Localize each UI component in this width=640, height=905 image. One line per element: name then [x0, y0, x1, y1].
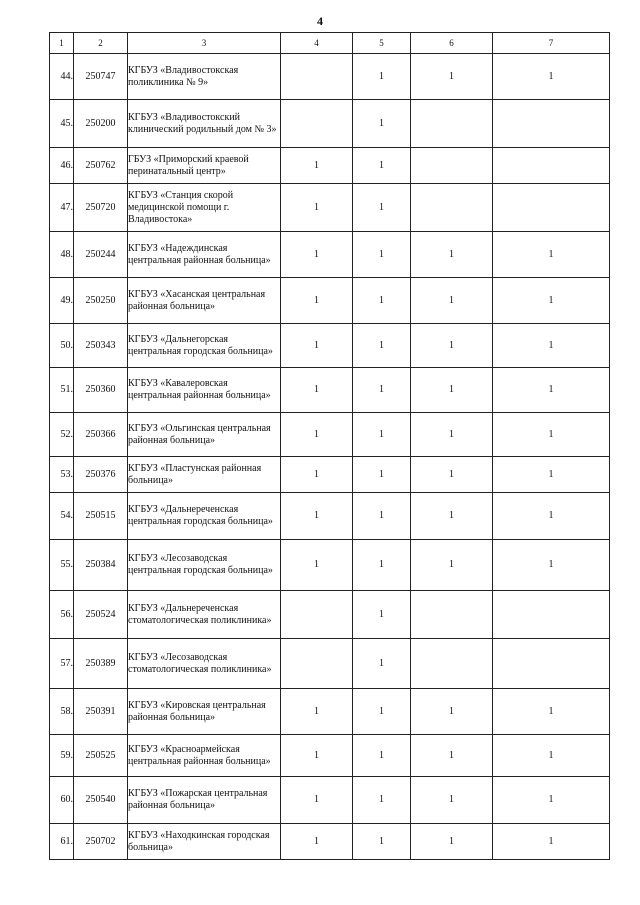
col4-cell: 1 — [281, 324, 353, 368]
row-number-cell: 44. — [50, 54, 74, 100]
facility-name-cell: КГБУЗ «Пожарская центральная районная больница» — [128, 777, 281, 824]
col5-cell: 1 — [353, 493, 411, 540]
row-number-cell: 56. — [50, 591, 74, 639]
table-row — [50, 278, 610, 324]
table-row — [50, 232, 610, 278]
facility-name-cell: КГБУЗ «Красноармейская центральная районная больница» — [128, 735, 281, 777]
col4-cell: 1 — [281, 493, 353, 540]
col6-cell: 1 — [411, 413, 493, 457]
code-cell: 250762 — [74, 148, 128, 184]
facilities-table — [49, 32, 610, 860]
row-number-cell: 61. — [50, 824, 74, 860]
col4-cell: 1 — [281, 278, 353, 324]
code-cell: 250525 — [74, 735, 128, 777]
col5-cell: 1 — [353, 824, 411, 860]
col5-cell: 1 — [353, 689, 411, 735]
col6-cell — [411, 148, 493, 184]
facility-name-cell: КГБУЗ «Пластунская районная больница» — [128, 457, 281, 493]
col4-cell: 1 — [281, 689, 353, 735]
page-number: 4 — [317, 14, 323, 28]
row-number-cell: 45. — [50, 100, 74, 148]
facility-name-cell: КГБУЗ «Станция скорой медицинской помощи г. Владивостока» — [128, 184, 281, 232]
code-cell: 250376 — [74, 457, 128, 493]
facility-name-cell: КГБУЗ «Надеждинская центральная районная больница» — [128, 232, 281, 278]
col4-cell: 1 — [281, 148, 353, 184]
col7-cell: 1 — [493, 735, 610, 777]
table-row — [50, 540, 610, 591]
facility-name-cell: КГБУЗ «Дальнереченская стоматологическая поликлиника» — [128, 591, 281, 639]
col6-cell: 1 — [411, 54, 493, 100]
row-number-cell: 46. — [50, 148, 74, 184]
col6-cell: 1 — [411, 324, 493, 368]
col5-cell: 1 — [353, 278, 411, 324]
code-cell: 250391 — [74, 689, 128, 735]
col4-cell — [281, 591, 353, 639]
col5-cell: 1 — [353, 591, 411, 639]
table-row — [50, 368, 610, 413]
facility-name-cell: КГБУЗ «Кавалеровская центральная районная больница» — [128, 368, 281, 413]
col7-cell: 1 — [493, 689, 610, 735]
col4-cell — [281, 100, 353, 148]
facility-name-cell: КГБУЗ «Дальнегорская центральная городская больница» — [128, 324, 281, 368]
header-cell: 5 — [353, 33, 411, 54]
table-row — [50, 184, 610, 232]
col5-cell: 1 — [353, 324, 411, 368]
table-row — [50, 824, 610, 860]
code-cell: 250250 — [74, 278, 128, 324]
col6-cell: 1 — [411, 493, 493, 540]
col4-cell: 1 — [281, 735, 353, 777]
code-cell: 250343 — [74, 324, 128, 368]
col4-cell: 1 — [281, 777, 353, 824]
col6-cell — [411, 184, 493, 232]
col4-cell: 1 — [281, 824, 353, 860]
table-row — [50, 100, 610, 148]
header-cell: 3 — [128, 33, 281, 54]
col7-cell: 1 — [493, 413, 610, 457]
col7-cell: 1 — [493, 278, 610, 324]
table-row — [50, 148, 610, 184]
table-row — [50, 54, 610, 100]
col7-cell — [493, 100, 610, 148]
header-cell: 2 — [74, 33, 128, 54]
col5-cell: 1 — [353, 232, 411, 278]
code-cell: 250720 — [74, 184, 128, 232]
code-cell: 250524 — [74, 591, 128, 639]
table-row — [50, 457, 610, 493]
row-number-cell: 52. — [50, 413, 74, 457]
col6-cell: 1 — [411, 735, 493, 777]
facility-name-cell: КГБУЗ «Лесозаводская стоматологическая поликлиника» — [128, 639, 281, 689]
table-row — [50, 689, 610, 735]
code-cell: 250384 — [74, 540, 128, 591]
col6-cell: 1 — [411, 540, 493, 591]
row-number-cell: 57. — [50, 639, 74, 689]
row-number-cell: 50. — [50, 324, 74, 368]
code-cell: 250747 — [74, 54, 128, 100]
col5-cell: 1 — [353, 368, 411, 413]
code-cell: 250540 — [74, 777, 128, 824]
col7-cell: 1 — [493, 777, 610, 824]
col6-cell: 1 — [411, 689, 493, 735]
row-number-cell: 55. — [50, 540, 74, 591]
col7-cell: 1 — [493, 493, 610, 540]
facility-name-cell: КГБУЗ «Хасанская центральная районная больница» — [128, 278, 281, 324]
col6-cell — [411, 639, 493, 689]
col6-cell: 1 — [411, 457, 493, 493]
row-number-cell: 47. — [50, 184, 74, 232]
header-row — [50, 33, 610, 54]
col5-cell: 1 — [353, 457, 411, 493]
col5-cell: 1 — [353, 735, 411, 777]
col6-cell: 1 — [411, 824, 493, 860]
header-cell: 4 — [281, 33, 353, 54]
col6-cell: 1 — [411, 278, 493, 324]
code-cell: 250389 — [74, 639, 128, 689]
header-cell: 7 — [493, 33, 610, 54]
col4-cell: 1 — [281, 413, 353, 457]
col7-cell — [493, 148, 610, 184]
code-cell: 250360 — [74, 368, 128, 413]
header-cell: 6 — [411, 33, 493, 54]
row-number-cell: 58. — [50, 689, 74, 735]
code-cell: 250366 — [74, 413, 128, 457]
facility-name-cell: КГБУЗ «Владивостокский клинический родильный дом № 3» — [128, 100, 281, 148]
code-cell: 250702 — [74, 824, 128, 860]
table-row — [50, 639, 610, 689]
col6-cell: 1 — [411, 368, 493, 413]
col5-cell: 1 — [353, 540, 411, 591]
col7-cell: 1 — [493, 540, 610, 591]
col7-cell: 1 — [493, 232, 610, 278]
col7-cell: 1 — [493, 457, 610, 493]
code-cell: 250200 — [74, 100, 128, 148]
table-row — [50, 324, 610, 368]
col4-cell: 1 — [281, 457, 353, 493]
col6-cell — [411, 100, 493, 148]
row-number-cell: 48. — [50, 232, 74, 278]
col4-cell: 1 — [281, 540, 353, 591]
header-cell: 1 — [50, 33, 74, 54]
col7-cell: 1 — [493, 324, 610, 368]
col4-cell: 1 — [281, 232, 353, 278]
facility-name-cell: КГБУЗ «Кировская центральная районная больница» — [128, 689, 281, 735]
table-row — [50, 413, 610, 457]
col6-cell: 1 — [411, 777, 493, 824]
col5-cell: 1 — [353, 639, 411, 689]
facility-name-cell: КГБУЗ «Дальнереченская центральная городская больница» — [128, 493, 281, 540]
col5-cell: 1 — [353, 413, 411, 457]
row-number-cell: 54. — [50, 493, 74, 540]
facility-name-cell: ГБУЗ «Приморский краевой перинатальный центр» — [128, 148, 281, 184]
col6-cell: 1 — [411, 232, 493, 278]
col7-cell: 1 — [493, 368, 610, 413]
col4-cell — [281, 639, 353, 689]
col4-cell: 1 — [281, 184, 353, 232]
col6-cell — [411, 591, 493, 639]
col5-cell: 1 — [353, 184, 411, 232]
col5-cell: 1 — [353, 148, 411, 184]
row-number-cell: 53. — [50, 457, 74, 493]
facility-name-cell: КГБУЗ «Лесозаводская центральная городская больница» — [128, 540, 281, 591]
table-row — [50, 493, 610, 540]
row-number-cell: 49. — [50, 278, 74, 324]
table-row — [50, 777, 610, 824]
row-number-cell: 51. — [50, 368, 74, 413]
row-number-cell: 60. — [50, 777, 74, 824]
col5-cell: 1 — [353, 777, 411, 824]
col7-cell — [493, 591, 610, 639]
col7-cell — [493, 184, 610, 232]
col5-cell: 1 — [353, 100, 411, 148]
col7-cell — [493, 639, 610, 689]
facility-name-cell: КГБУЗ «Находкинская городская больница» — [128, 824, 281, 860]
col4-cell — [281, 54, 353, 100]
facility-name-cell: КГБУЗ «Владивостокская поликлиника № 9» — [128, 54, 281, 100]
code-cell: 250244 — [74, 232, 128, 278]
col4-cell: 1 — [281, 368, 353, 413]
col5-cell: 1 — [353, 54, 411, 100]
code-cell: 250515 — [74, 493, 128, 540]
row-number-cell: 59. — [50, 735, 74, 777]
col7-cell: 1 — [493, 824, 610, 860]
table-row — [50, 735, 610, 777]
col7-cell: 1 — [493, 54, 610, 100]
table-row — [50, 591, 610, 639]
facility-name-cell: КГБУЗ «Ольгинская центральная районная больница» — [128, 413, 281, 457]
